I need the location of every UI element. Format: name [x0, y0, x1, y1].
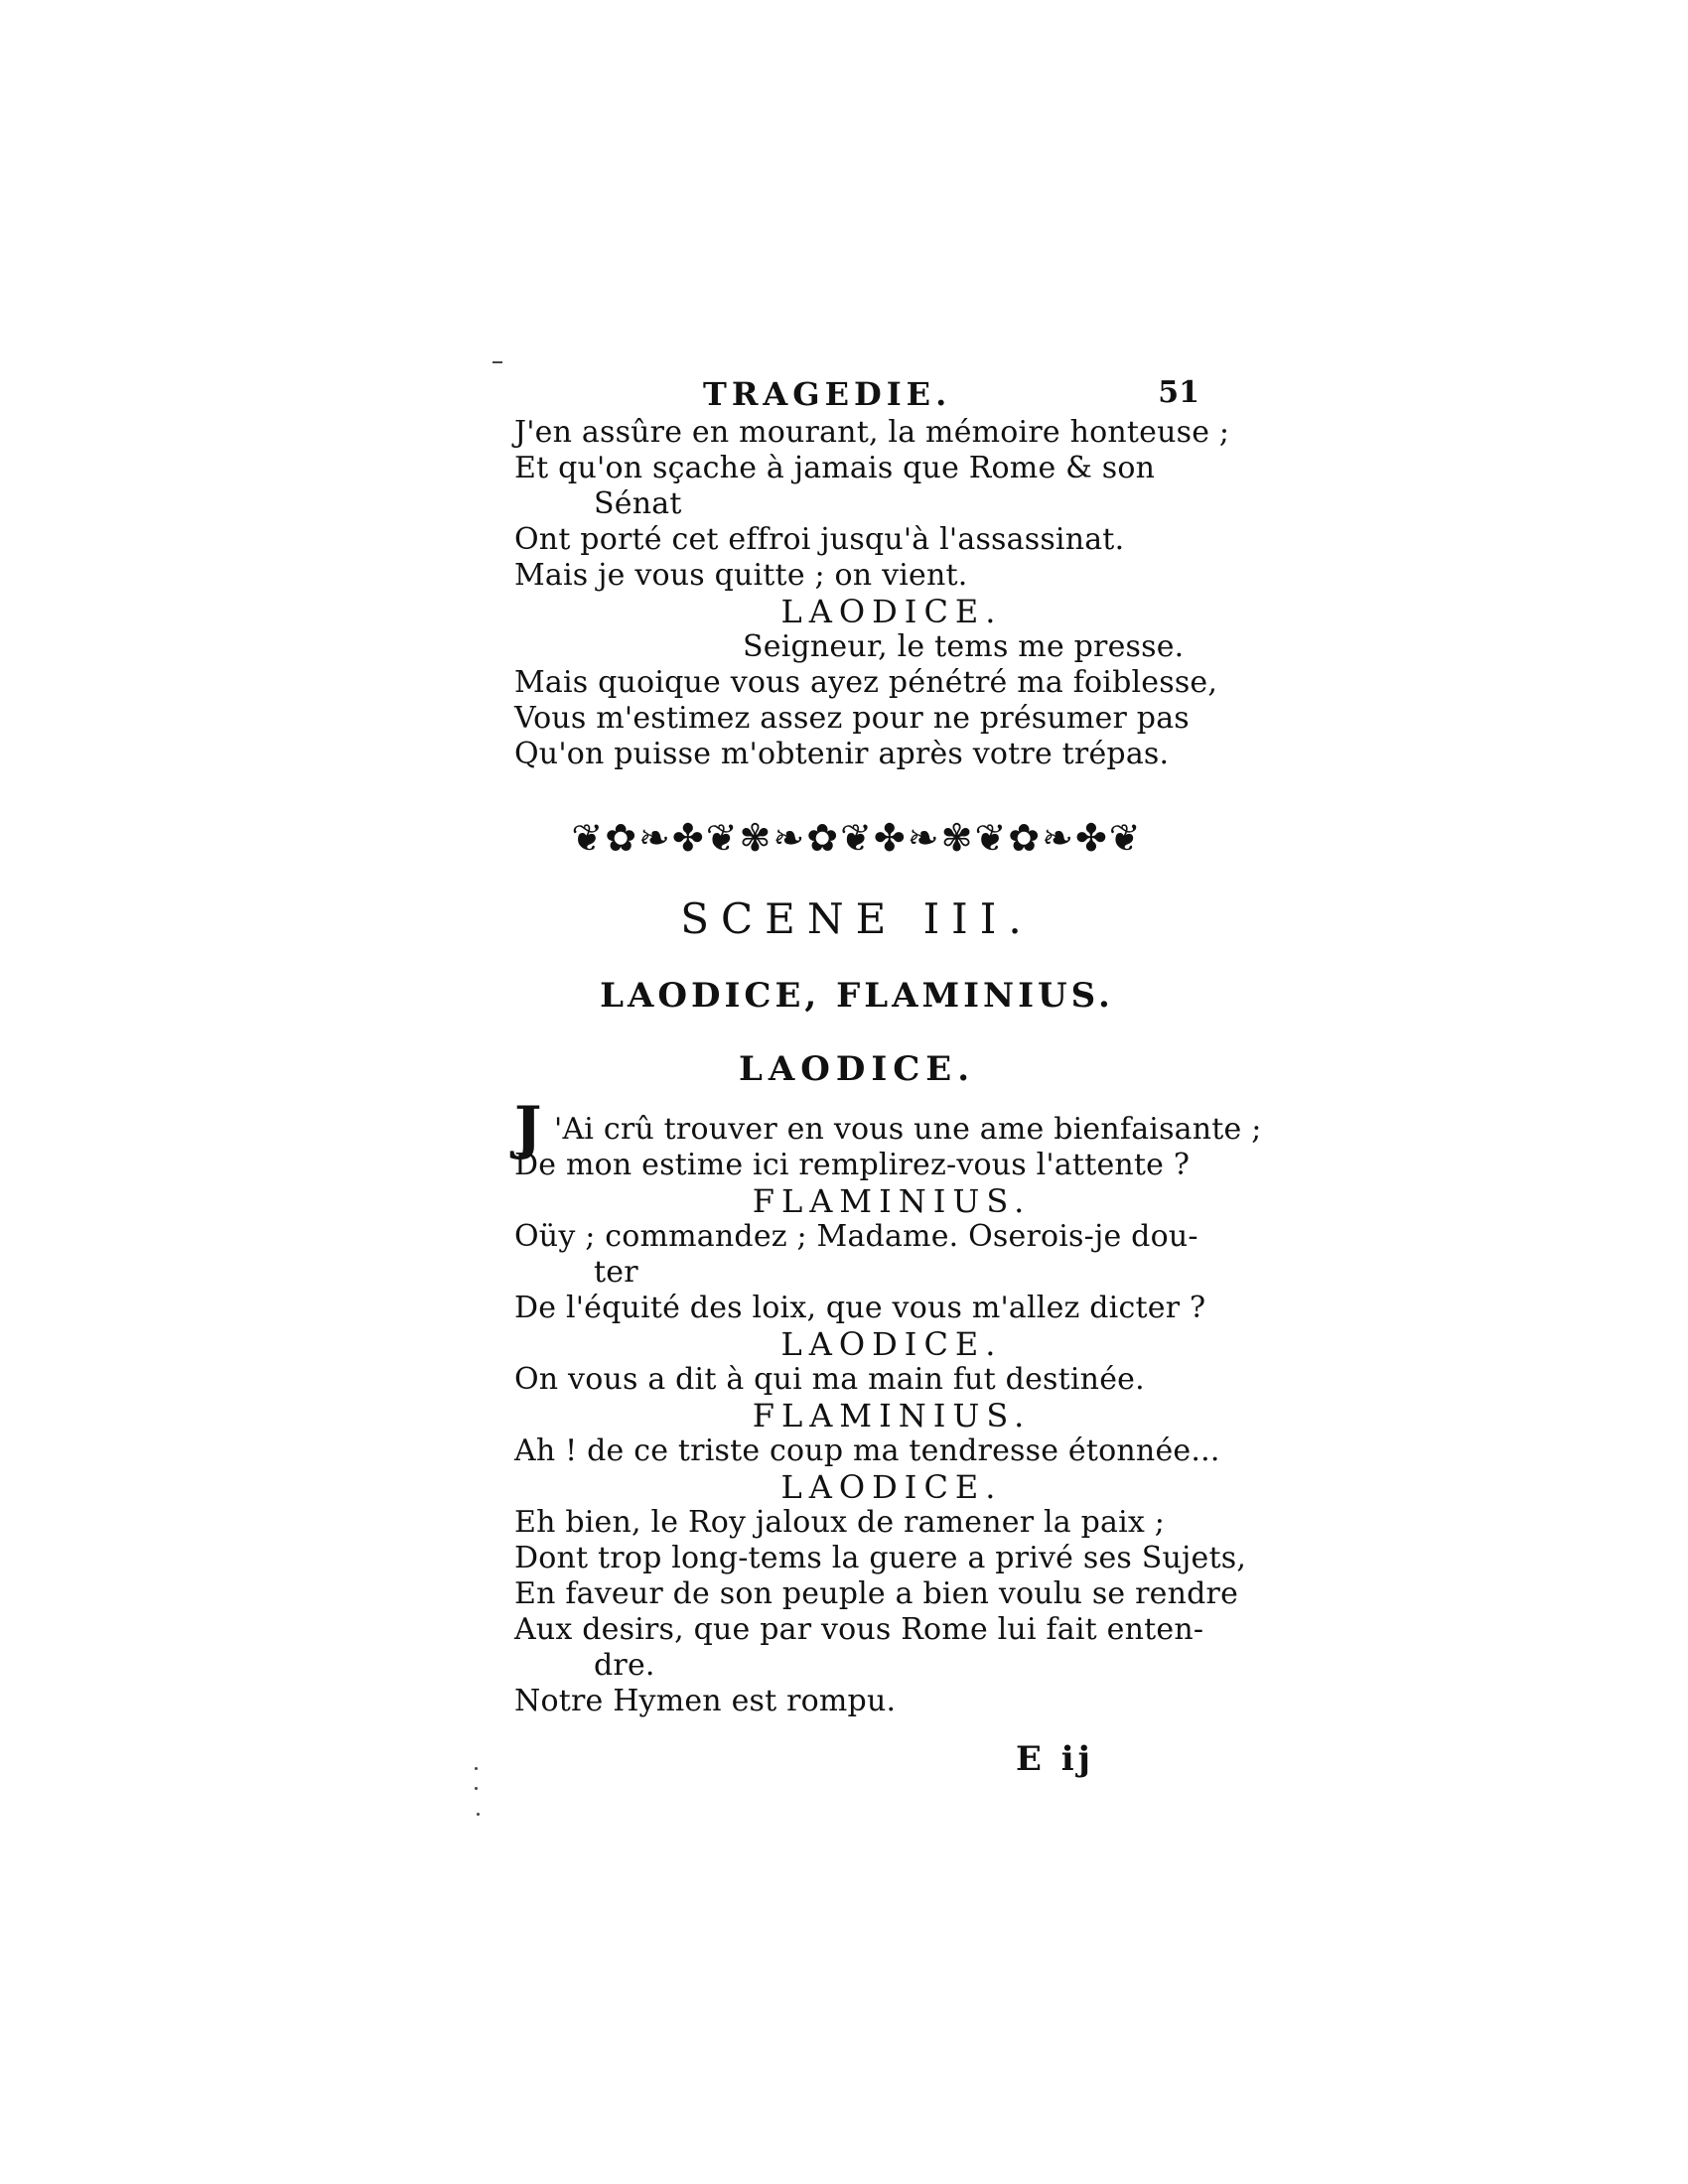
character-list: LAODICE, FLAMINIUS.	[600, 976, 1114, 1016]
verse-line: Qu'on puisse m'obtenir après votre trépas.	[514, 737, 1170, 771]
signature-mark: E ij	[1016, 1739, 1094, 1779]
print-speck	[475, 1787, 478, 1790]
verse-line: Eh bien, le Roy jaloux de ramener la paix ;	[514, 1505, 1166, 1540]
verse-line: J'en assûre en mourant, la mémoire honteuse ;	[514, 415, 1230, 450]
ornamental-band: ❦✿❧✤❦✾❧✿❦✤❧✾❦✿❧✤❦	[571, 816, 1143, 860]
speaker-label: FLAMINIUS.	[752, 1397, 1032, 1434]
verse-line: Notre Hymen est rompu.	[514, 1684, 897, 1718]
dialogue-block	[514, 1094, 1262, 1719]
verse-line: Ont porté cet effroi jusqu'à l'assassinat.	[514, 522, 1125, 557]
speaker-label: LAODICE.	[780, 1325, 1003, 1363]
print-speck	[477, 1813, 480, 1816]
verse-line: Et qu'on sçache à jamais que Rome & son	[514, 451, 1156, 485]
running-title: TRAGEDIE.	[703, 375, 952, 413]
verse-line: Oüy ; commandez ; Madame. Oserois-je dou-	[514, 1219, 1198, 1254]
book-page	[514, 369, 1262, 1793]
verse-line: En faveur de son peuple a bien voulu se rendre	[514, 1576, 1239, 1611]
page-number: 51	[1158, 375, 1199, 410]
speaker-label: LAODICE.	[780, 593, 1003, 630]
verse-line: Vous m'estimez assez pour ne présumer pas	[514, 701, 1190, 736]
scene-heading: SCENE III.	[680, 894, 1034, 943]
verse-line: De l'équité des loix, que vous m'allez dicter ?	[514, 1291, 1206, 1325]
verse-line-continuation: dre.	[594, 1648, 655, 1683]
verse-block-top	[514, 415, 1230, 594]
verse-line-continuation: ter	[594, 1255, 638, 1290]
verse-line: Ah ! de ce triste coup ma tendresse étonnée...	[514, 1433, 1220, 1468]
drop-cap: J	[514, 1094, 542, 1161]
verse-line: On vous a dit à qui ma main fut destinée.	[514, 1362, 1145, 1397]
verse-line-half: Seigneur, le tems me presse.	[743, 629, 1185, 664]
verse-line: Mais je vous quitte ; on vient.	[514, 558, 968, 593]
running-head	[514, 369, 1199, 415]
verse-block-laodice	[514, 629, 1218, 772]
verse-line: Mais quoique vous ayez pénétré ma foiblesse,	[514, 665, 1218, 700]
speaker-label: LAODICE.	[738, 1049, 976, 1089]
verse-line: De mon estime ici remplirez-vous l'attente ?	[514, 1148, 1191, 1182]
verse-line-opening	[514, 1094, 1262, 1161]
signature-row	[514, 1733, 1199, 1793]
verse-line-continuation: Sénat	[594, 486, 682, 521]
print-speck	[475, 1767, 478, 1770]
verse-line: Dont trop long-tems la guere a privé ses Sujets,	[514, 1541, 1247, 1575]
speaker-label: FLAMINIUS.	[752, 1182, 1032, 1220]
print-speck	[492, 361, 502, 363]
verse-line: Aux desirs, que par vous Rome lui fait enten-	[514, 1612, 1204, 1647]
speaker-label: LAODICE.	[780, 1468, 1003, 1506]
opening-line-text: 'Ai crû trouver en vous une ame bienfaisante ;	[554, 1112, 1262, 1147]
